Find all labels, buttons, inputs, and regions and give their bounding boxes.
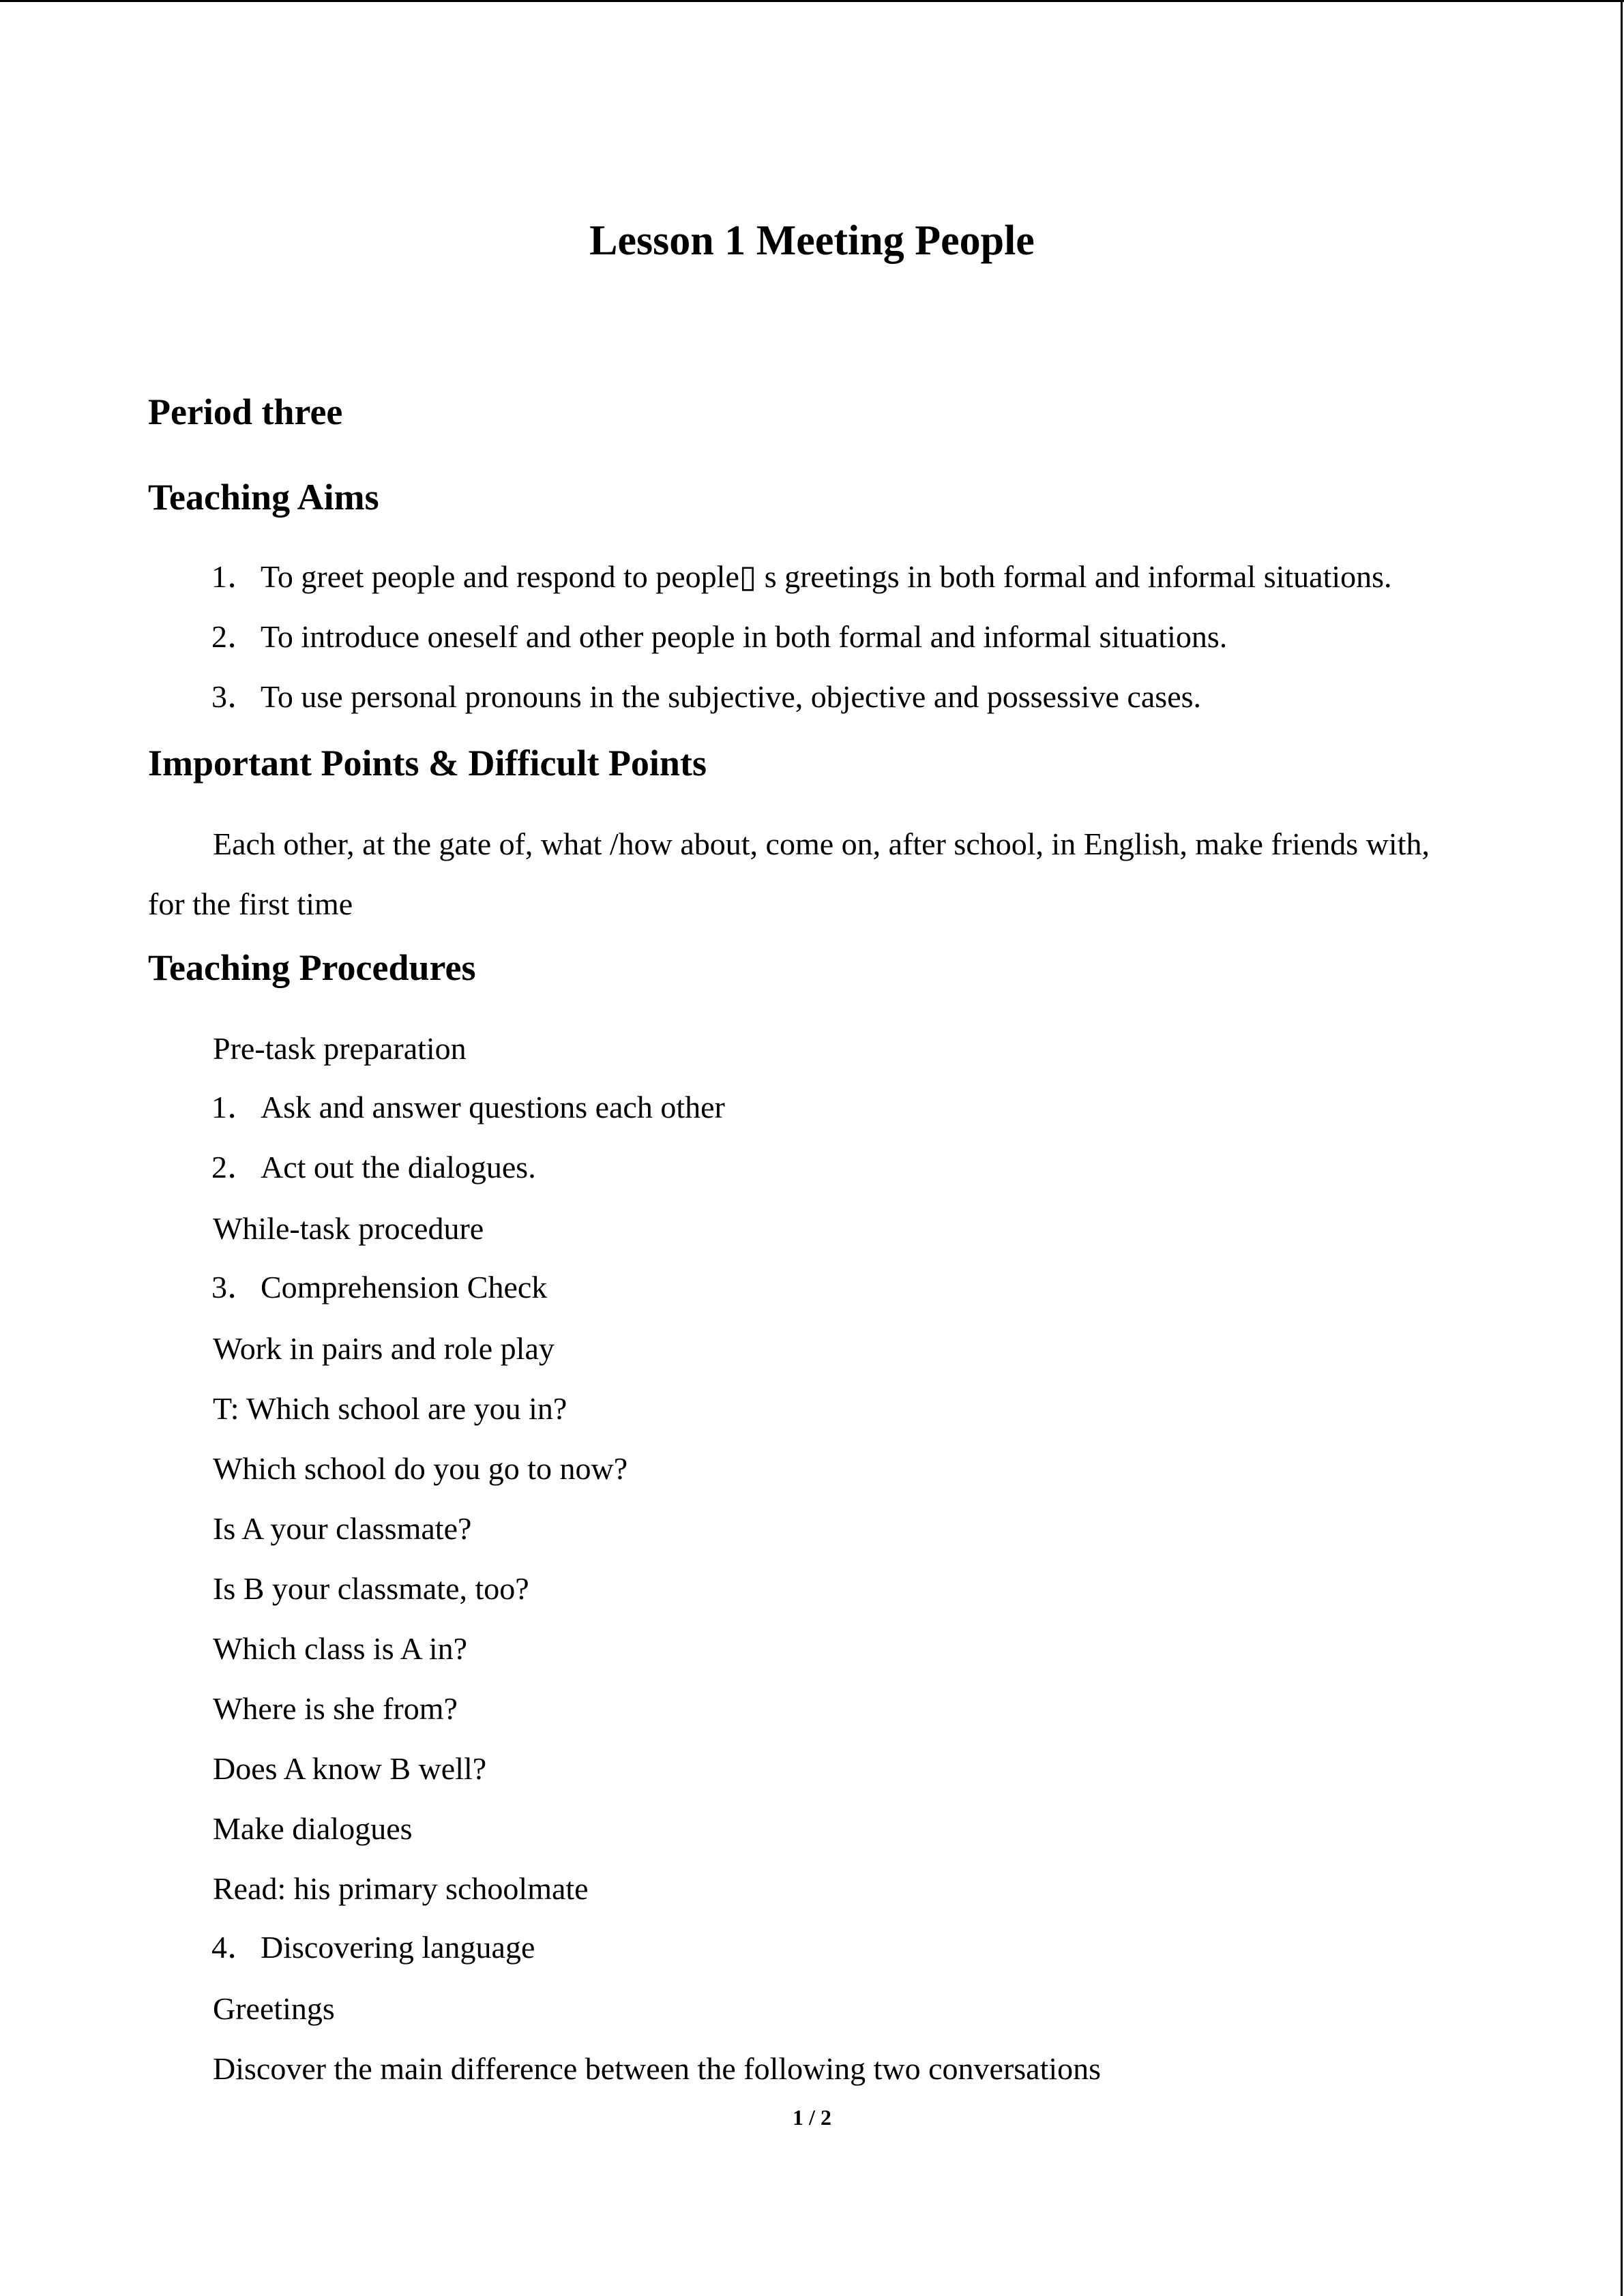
while-task-label: While-task procedure — [213, 1211, 484, 1246]
procedure-line: Does A know B well? — [213, 1751, 487, 1786]
pre-task-label: Pre-task preparation — [213, 1031, 467, 1066]
aim-text-3: To use personal pronouns in the subjective, objective and possessive cases. — [261, 679, 1202, 714]
important-points-line-1: Each other, at the gate of, what /how about, come on, after school, in English, make friends with, — [213, 826, 1430, 861]
procedure-line: Where is she from? — [213, 1691, 458, 1726]
aim-number-1: 1． — [211, 559, 259, 594]
teaching-procedures-heading: Teaching Procedures — [148, 947, 476, 988]
aim-text-2: To introduce oneself and other people in both formal and informal situations. — [261, 619, 1228, 654]
aim-text-1: To greet people and respond to people▯ s greetings in both formal and informal situations. — [261, 559, 1392, 594]
period-heading: Period three — [148, 391, 343, 432]
step-number-2: 2． — [211, 1150, 259, 1184]
procedure-line: Make dialogues — [213, 1811, 413, 1846]
procedure-line: Which school do you go to now? — [213, 1451, 628, 1486]
procedure-line: T: Which school are you in? — [213, 1391, 567, 1426]
aim-number-2: 2． — [211, 619, 259, 654]
aim-item-3 — [211, 681, 1201, 713]
important-points-heading: Important Points & Difficult Points — [148, 743, 707, 784]
step-text-2: Act out the dialogues. — [261, 1150, 536, 1184]
step-text-4: Discovering language — [261, 1930, 535, 1965]
procedure-line: Discover the main difference between the following two conversations — [213, 2051, 1102, 2086]
aim-item-2 — [211, 621, 1227, 653]
procedure-line: Greetings — [213, 1991, 335, 2026]
procedure-step-2 — [211, 1152, 536, 1183]
procedure-step-4 — [211, 1932, 535, 1963]
procedure-line: Work in pairs and role play — [213, 1331, 555, 1366]
page-number: 1 / 2 — [793, 2105, 831, 2130]
page-border-right — [1621, 0, 1623, 2296]
important-points-line-2: for the first time — [148, 886, 353, 921]
procedure-line: Which class is A in? — [213, 1631, 468, 1666]
aim-item-1 — [211, 561, 1392, 593]
procedure-line: Is A your classmate? — [213, 1511, 472, 1546]
step-number-3: 3． — [211, 1270, 259, 1304]
teaching-aims-heading: Teaching Aims — [148, 477, 379, 518]
step-text-1: Ask and answer questions each other — [261, 1090, 725, 1124]
step-number-4: 4． — [211, 1930, 259, 1965]
document-title: Lesson 1 Meeting People — [589, 218, 1035, 264]
page-border-top — [0, 0, 1624, 2]
procedure-line: Is B your classmate, too? — [213, 1571, 529, 1606]
step-text-3: Comprehension Check — [261, 1270, 548, 1304]
procedure-step-3 — [211, 1272, 547, 1303]
aim-number-3: 3． — [211, 679, 259, 714]
procedure-step-1 — [211, 1092, 725, 1123]
procedure-line: Read: his primary schoolmate — [213, 1871, 589, 1906]
step-number-1: 1． — [211, 1090, 259, 1124]
